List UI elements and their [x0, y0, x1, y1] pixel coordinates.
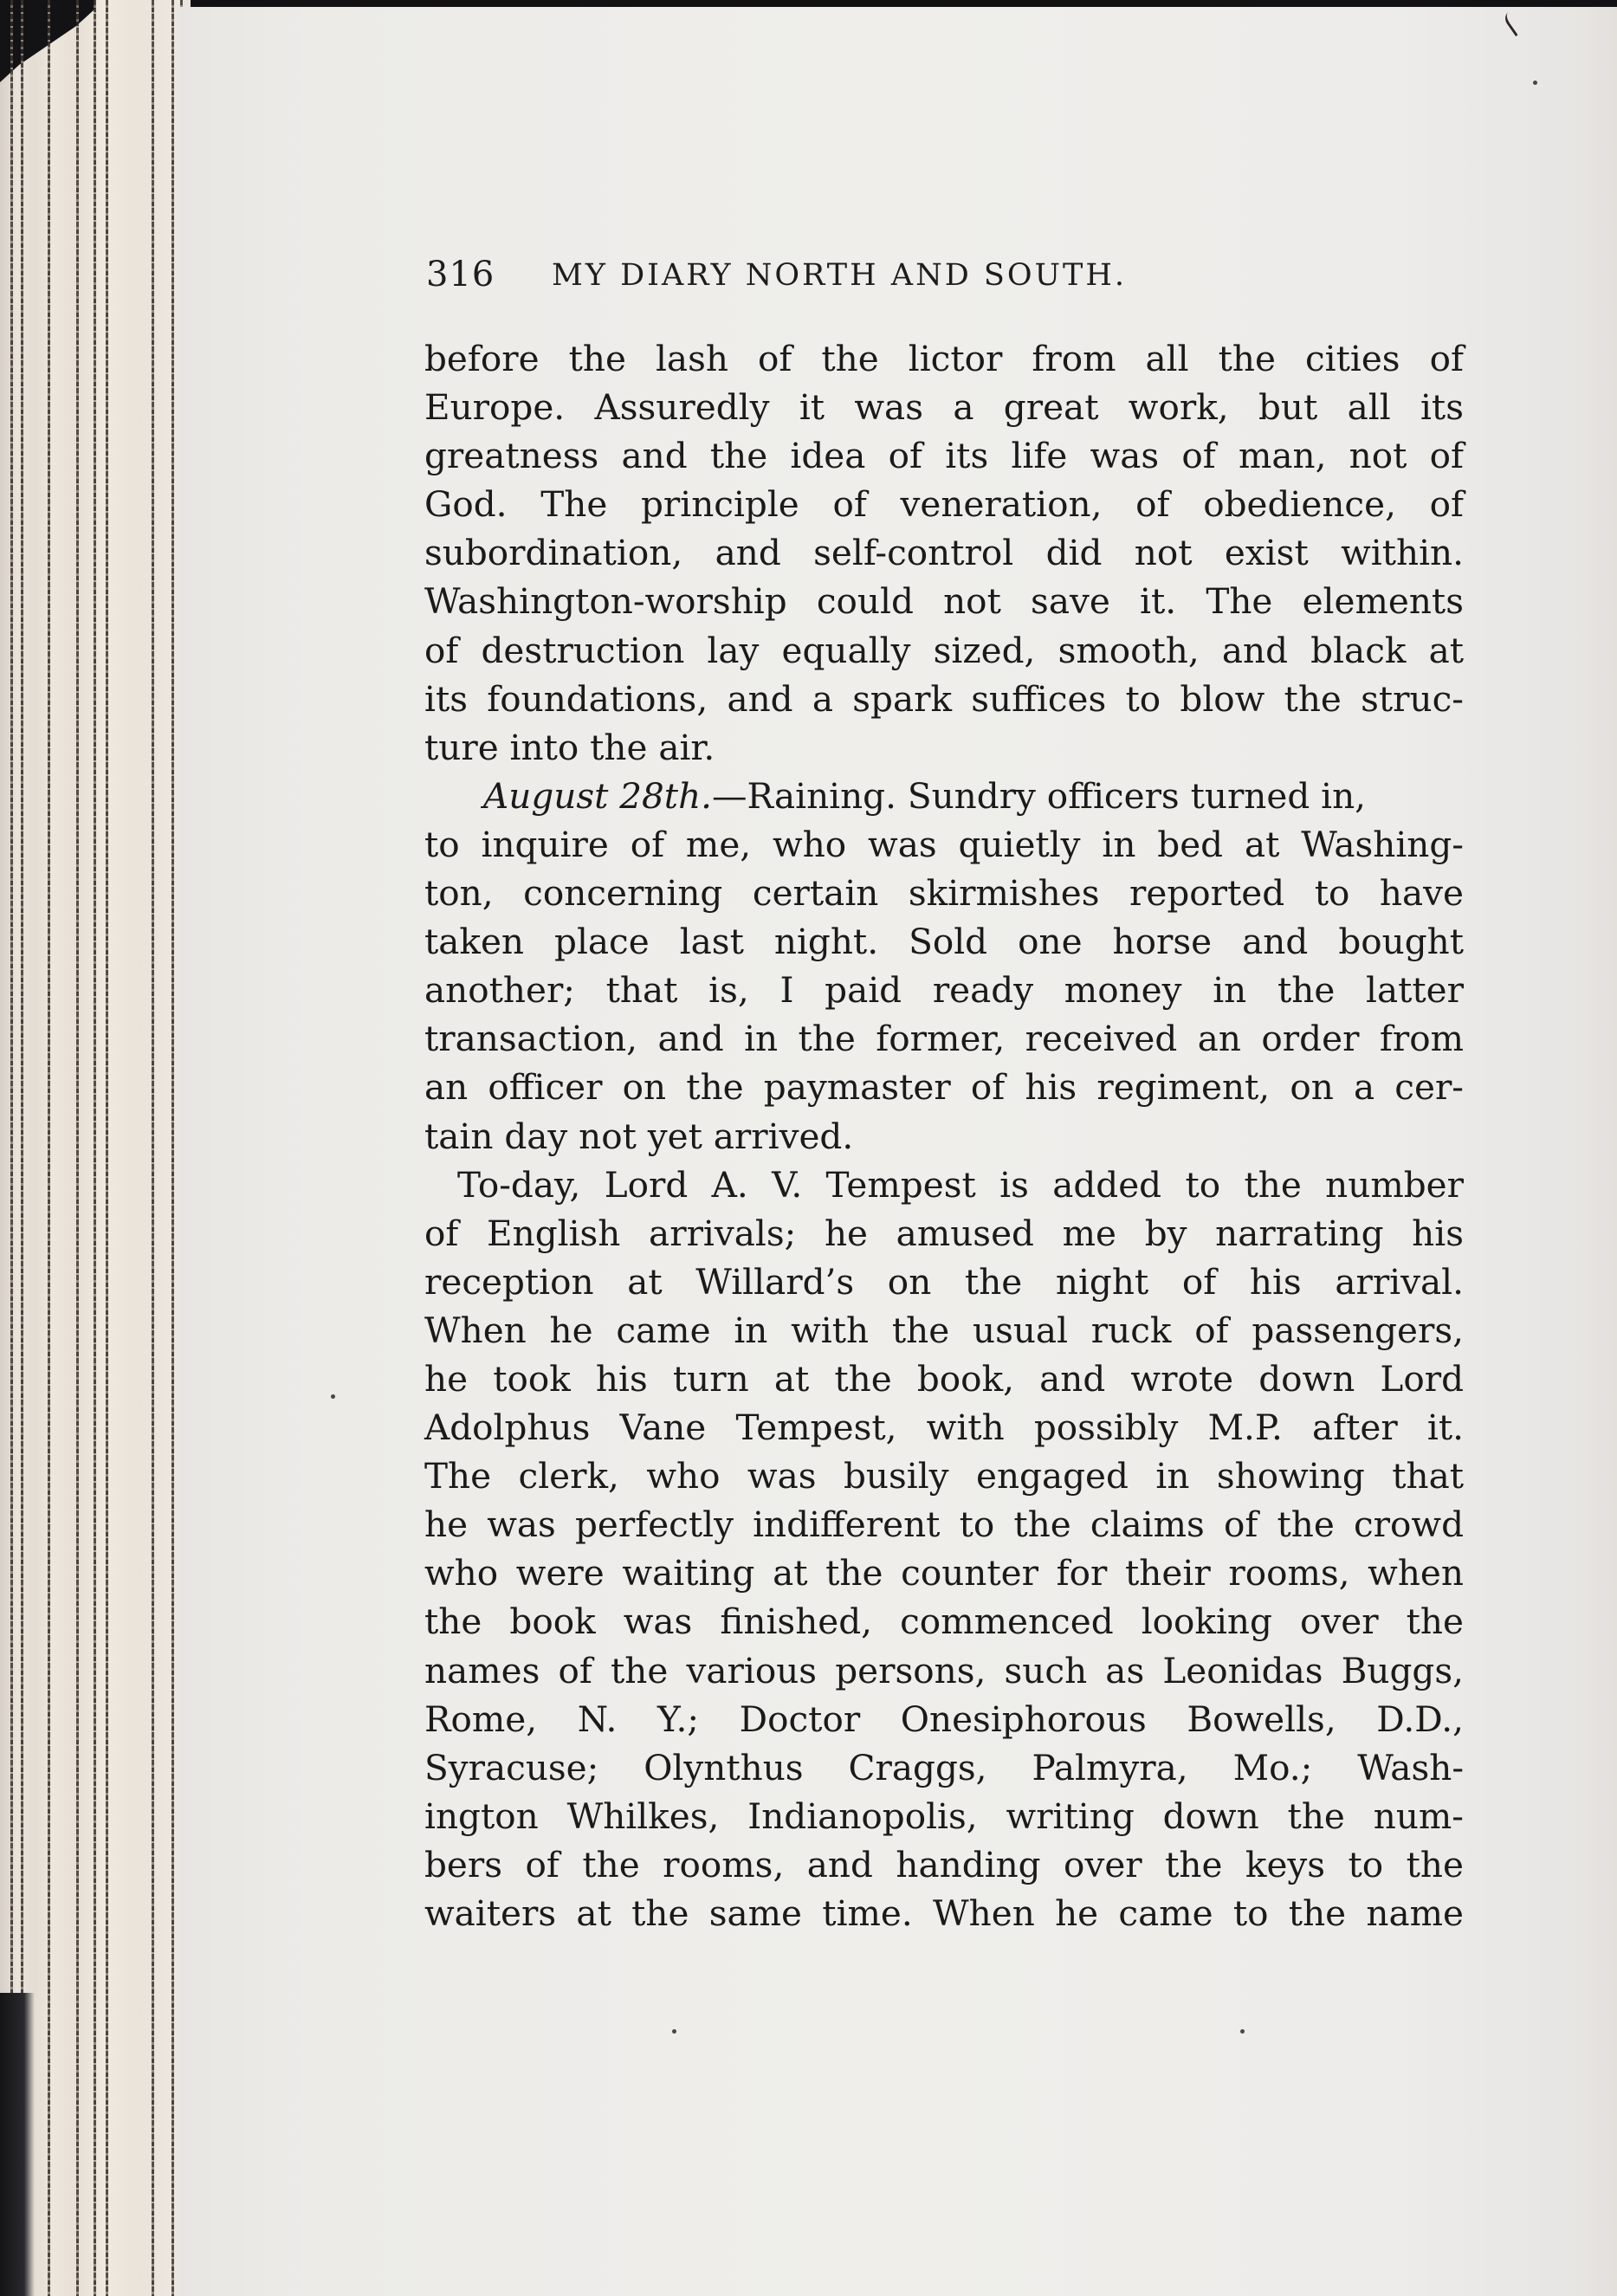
- paper-speck: [1533, 81, 1537, 85]
- page-number: 316: [426, 255, 495, 294]
- text-line: ington Whilkes, Indianopolis, writing down the num-: [424, 1795, 1464, 1837]
- page-edge-line: [76, 0, 79, 2296]
- text-line: transaction, and in the former, received an order from: [424, 1018, 1464, 1060]
- stack-shadow: [0, 1993, 35, 2296]
- diary-date: August 28th.: [483, 774, 713, 817]
- text-line: taken place last night. Sold one horse and bought: [424, 921, 1464, 963]
- text-line: subordination, and self-control did not exist within.: [424, 532, 1464, 574]
- running-title: MY DIARY NORTH AND SOUTH.: [552, 258, 1128, 293]
- text-line: he took his turn at the book, and wrote down Lord: [424, 1357, 1464, 1400]
- text-line: of English arrivals; he amused me by narrating his: [424, 1212, 1464, 1254]
- text-line: ture into the air.: [424, 726, 715, 768]
- text-line: Adolphus Vane Tempest, with possibly M.P. after it.: [424, 1407, 1464, 1449]
- text-line: [424, 772, 1464, 820]
- paragraph: [424, 334, 1464, 772]
- page-edge: [1582, 7, 1617, 2296]
- text-line: its foundations, and a spark suffices to blow the struc-: [424, 677, 1464, 720]
- text-line: the book was finished, commenced looking over the: [424, 1601, 1464, 1643]
- text-line: ton, concerning certain skirmishes reported to have: [424, 872, 1464, 915]
- text-line: of destruction lay equally sized, smooth, and black at: [424, 629, 1464, 671]
- body-text: [424, 334, 1464, 1937]
- text-line: an officer on the paymaster of his regiment, on a cer-: [424, 1066, 1464, 1109]
- page-edge-line: [171, 0, 174, 2296]
- text-line: he was perfectly indifferent to the claims of the crowd: [424, 1504, 1464, 1546]
- text-line: reception at Willard’s on the night of his arrival.: [424, 1260, 1464, 1303]
- text-line: Europe. Assuredly it was a great work, but all its: [424, 386, 1464, 429]
- page-stack-edge: [0, 0, 191, 2296]
- page-edge-line: [106, 0, 108, 2296]
- page-edge-line: [152, 0, 154, 2296]
- text-line: waiters at the same time. When he came to the name: [424, 1892, 1464, 1934]
- page-edge-line: [10, 0, 13, 2296]
- text-line: When he came in with the usual ruck of passengers,: [424, 1309, 1464, 1351]
- text-line: another; that is, I paid ready money in the latter: [424, 969, 1464, 1012]
- text-line: The clerk, who was busily engaged in showing that: [424, 1455, 1464, 1497]
- page-edge-line: [21, 0, 23, 2296]
- text-line: God. The principle of veneration, of obedience, of: [424, 483, 1464, 526]
- page-edge-line: [94, 0, 96, 2296]
- text-fragment: —Raining. Sundry officers turned in,: [712, 774, 1367, 817]
- paragraph: [424, 772, 1464, 1161]
- text-line: Rome, N. Y.; Doctor Onesiphorous Bowells, D.D.,: [424, 1698, 1464, 1740]
- text-line: who were waiting at the counter for their rooms, when: [424, 1552, 1464, 1594]
- paper-speck: [331, 1394, 335, 1399]
- paper-speck: [672, 2029, 676, 2034]
- page-edge-line: [48, 0, 50, 2296]
- text-line: Syracuse; Olynthus Craggs, Palmyra, Mo.; Wash-: [424, 1746, 1464, 1788]
- text-line: bers of the rooms, and handing over the keys to the: [424, 1843, 1464, 1885]
- text-line: tain day not yet arrived.: [424, 1115, 854, 1157]
- text-line: To-day, Lord A. V. Tempest is added to the number: [457, 1163, 1464, 1206]
- text-line: before the lash of the lictor from all the cities of: [424, 338, 1464, 379]
- text-line: greatness and the idea of its life was of man, not of: [424, 435, 1464, 477]
- text-line: names of the various persons, such as Leonidas Buggs,: [424, 1649, 1464, 1691]
- paragraph: [424, 1161, 1464, 1938]
- paper-speck: [1240, 2029, 1245, 2034]
- running-header: [426, 255, 1292, 307]
- text-line: Washington-worship could not save it. The elements: [424, 580, 1464, 623]
- text-line: to inquire of me, who was quietly in bed at Washing-: [424, 823, 1464, 865]
